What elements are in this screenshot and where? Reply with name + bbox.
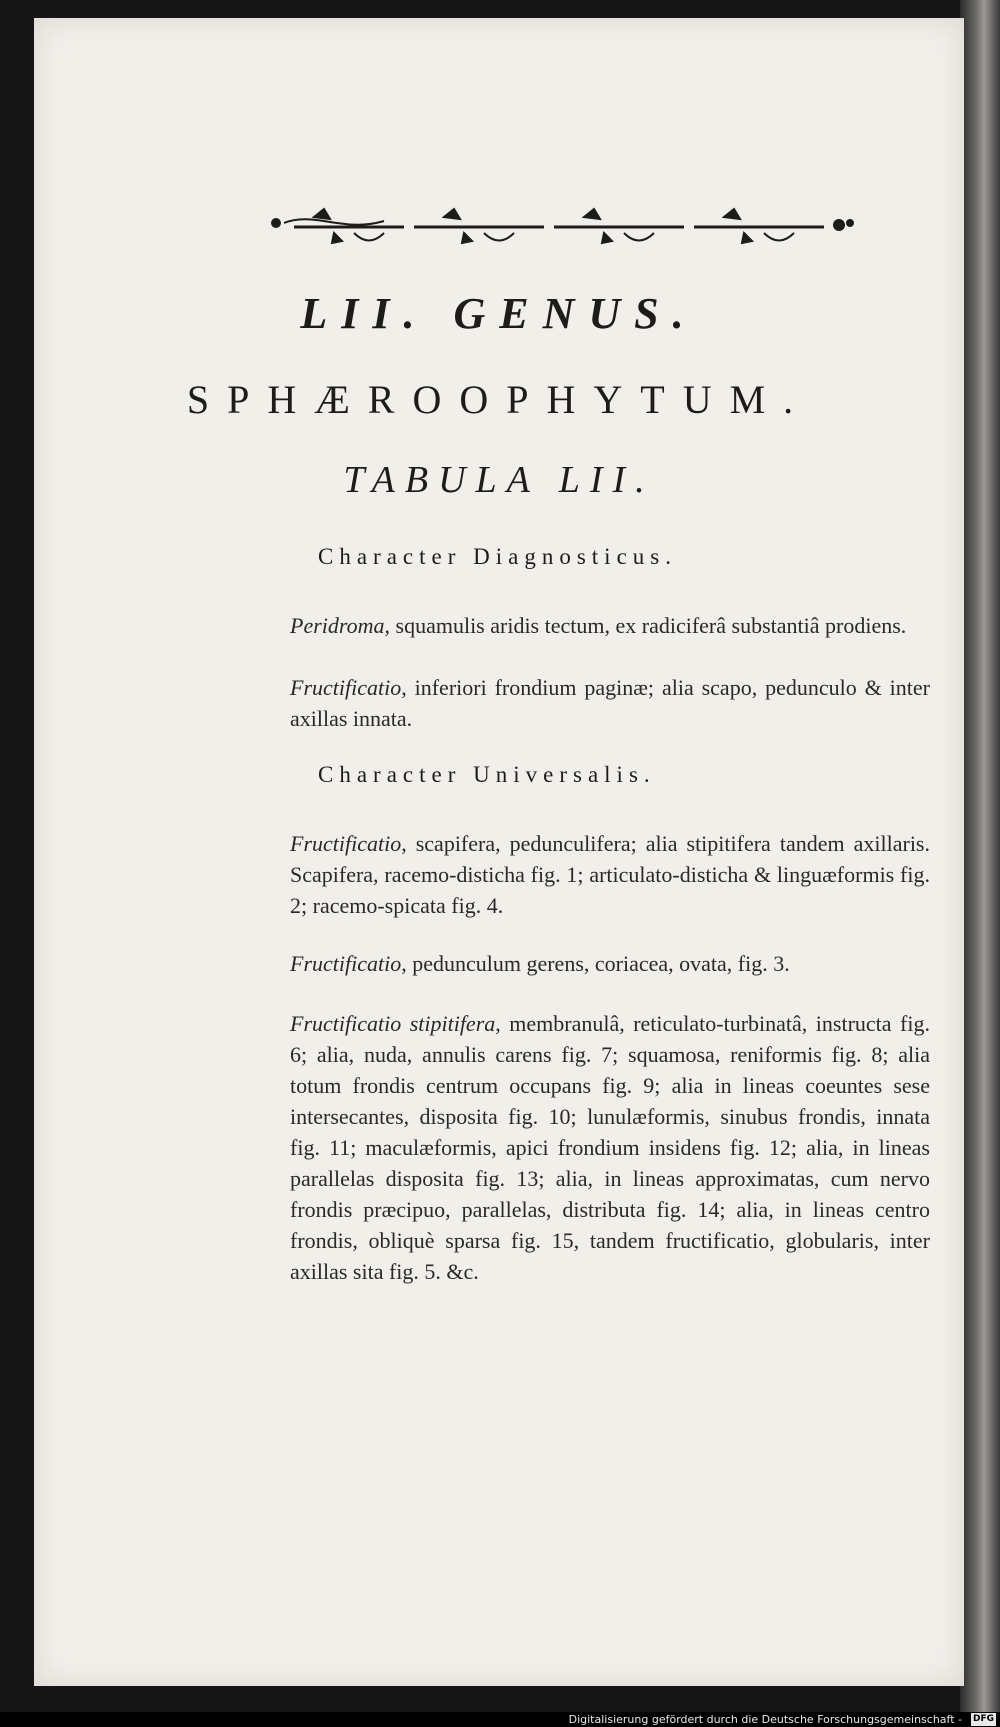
paragraph-lead: Fructificatio [290, 831, 402, 856]
dfg-logo: DFG [972, 1714, 994, 1724]
paragraph-text: , scapifera, pedunculifera; alia stipitifera tandem axillaris. Scapifera, racemo-disticha fig. 1; articulato-disticha & linguæformis fig. 2; racemo-spicata fig. 4. [290, 831, 930, 918]
book-edge [960, 0, 1000, 1727]
paragraph-lead: Peridroma [290, 613, 385, 638]
genus-name: SPHÆROOPHYTUM. [186, 377, 812, 422]
paragraph-fructificatio-pedunculum [290, 948, 930, 979]
digitization-footer [0, 1712, 1000, 1727]
paragraph-text: , inferiori frondium paginæ; alia scapo, pedunculo & inter axillas innata. [290, 675, 930, 731]
paragraph-lead: Fructificatio stipitifera [290, 1011, 496, 1036]
paragraph-text: , pedunculum gerens, coriacea, ovata, fig. 3. [401, 951, 790, 976]
paragraph-lead: Fructificatio [290, 675, 402, 700]
book-page [34, 18, 964, 1686]
paragraph-fructificatio-inferiori [290, 672, 930, 734]
ornament-icon [254, 203, 866, 263]
heading-diagnosticus: Character Diagnosticus. [318, 544, 677, 569]
genus-title: LII. GENUS. [300, 289, 698, 338]
paragraph-peridroma [290, 610, 930, 641]
paragraph-fructificatio-stipitifera [290, 1008, 930, 1287]
footer-text: Digitalisierung gefördert durch die Deutsche Forschungsgemeinschaft - [568, 1713, 962, 1726]
tabula-title: TABULA LII. [343, 459, 655, 501]
paragraph-lead: Fructificatio [290, 951, 402, 976]
heading-universalis: Character Universalis. [318, 762, 656, 787]
paragraph-text: , squamulis aridis tectum, ex radiciferâ substantiâ prodiens. [384, 613, 907, 638]
paragraph-fructificatio-scapifera [290, 828, 930, 921]
paragraph-text: , membranulâ, reticulato-turbinatâ, instructa fig. 6; alia, nuda, annulis carens fig. 7; squamosa, reniformis fig. 8; alia totum frondis centrum occupans fig. 9; alia in lineas coeuntes sese intersecantes, disposita fig. 10; lunulæformis, sinubus frondis, innata fig. 11; maculæformis, apici frondium insidens fig. 12; alia, in lineas parallelas disposita fig. 13; alia, in lineas approximatas, cum nervo frondis præcipuo, parallelas, distributa fig. 14; alia, in lineas centro frondis, obliquè sparsa fig. 15, tandem fructificatio, globularis, inter axillas sita fig. 5. &c. [290, 1011, 930, 1284]
